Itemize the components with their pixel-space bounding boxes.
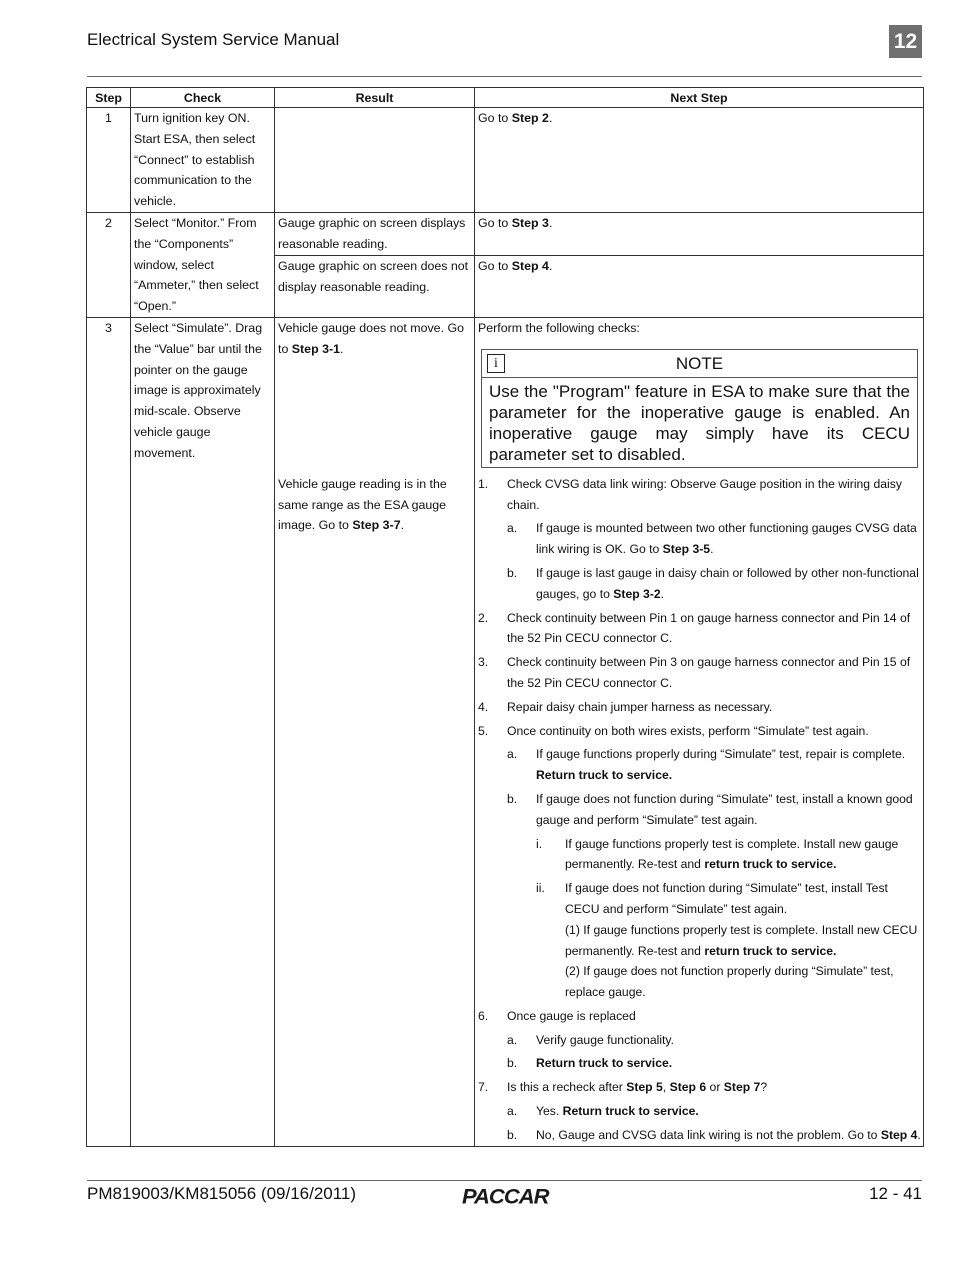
result-cell: Gauge graphic on screen displays reasonable reading.: [275, 212, 475, 255]
step-link: Step 3-1: [291, 341, 340, 356]
checks-list: [478, 474, 921, 1146]
list-item: b. Return truck to service.: [507, 1056, 673, 1071]
step-number: 1: [87, 108, 131, 213]
list-item: a. Yes. Return truck to service.: [507, 1104, 699, 1119]
step-link: Step 3: [511, 215, 549, 230]
result-cell: Gauge graphic on screen does not display reasonable reading.: [275, 255, 475, 317]
result-cell: [275, 108, 475, 213]
list-item: i. If gauge functions properly test is complete. Install new gauge permanently. Re-test and return truck to service.: [536, 836, 899, 872]
info-icon: i: [487, 354, 505, 373]
note-text: Use the "Program" feature in ESA to make sure that the parameter for the inoperative gauge is enabled. An inoperative gauge may simply have its CECU parameter set to disabled.: [489, 381, 910, 464]
table-row: [87, 108, 924, 213]
note-label: NOTE: [675, 353, 724, 373]
list-item: 2. Check continuity between Pin 1 on gauge harness connector and Pin 14 of the 52 Pin CECU connector C.: [478, 610, 911, 646]
next-step-cell: Go to Step 2.: [475, 108, 924, 213]
col-header-check: Check: [131, 88, 275, 108]
table-row: [87, 317, 924, 473]
list-item: b. If gauge does not function during “Simulate” test, install a known good gauge and perform “Simulate” test again. i. If gauge functions properly test is complete. Install new gauge permanently. Re-test and return truck to service. ii. If gauge does not function during “Simulate” test, install Test CECU and perform “Simulate” test again. (1) If gauge functions properly test is complete. Install new CECU permanently. Re-test and return truck to service. (2) If gauge does not function properly during “Simulate” test, replace gauge.: [507, 789, 921, 1003]
next-step-cell: Go to Step 4.: [475, 255, 924, 317]
step-link: Step 4: [511, 258, 549, 273]
checks-intro: Perform the following checks:: [478, 320, 640, 335]
paccar-logo: PACCAR: [462, 1184, 549, 1209]
result-cell: Vehicle gauge does not move. Go to Step 3-1.: [275, 317, 475, 473]
list-item: 6. Once gauge is replaced a. Verify gauge functionality. b. Return truck to service.: [478, 1006, 921, 1074]
list-item: b. If gauge is last gauge in daisy chain or followed by other non-functional gauges, go to Step 3-2.: [507, 565, 919, 601]
list-item: ii. If gauge does not function during “Simulate” test, install Test CECU and perform “Simulate” test again. (1) If gauge functions properly test is complete. Install new CECU permanently. Re-test and return truck to service. (2) If gauge does not function properly during “Simulate” test, replace gauge.: [536, 881, 918, 1000]
diagnostic-procedure-table: [86, 87, 924, 1147]
note-box: [481, 349, 918, 468]
table-header-row: [87, 88, 924, 108]
page-header-title: Electrical System Service Manual: [87, 30, 340, 49]
next-step-cell: [475, 317, 924, 473]
col-header-result: Result: [275, 88, 475, 108]
page-number: 12 - 41: [869, 1184, 922, 1203]
list-item: a. Verify gauge functionality.: [507, 1032, 674, 1047]
footer-divider: [87, 1180, 922, 1181]
step-link: Step 2: [511, 111, 549, 125]
step-number: 2: [87, 212, 131, 317]
chapter-badge: 12: [889, 25, 922, 58]
list-item: a. If gauge functions properly during “Simulate” test, repair is complete. Return truck to service.: [507, 747, 906, 783]
result-cell: Vehicle gauge reading is in the same range as the ESA gauge image. Go to Step 3-7.: [275, 474, 475, 1146]
note-header: [482, 350, 917, 378]
list-item: 7. Is this a recheck after Step 5, Step 6 or Step 7? a. Yes. Return truck to service. b. No, Gauge and CVSG data link wiring is not the problem. Go to Step 4.: [478, 1077, 921, 1145]
step-number: 3: [87, 317, 131, 1146]
list-item: 1. Check CVSG data link wiring: Observe Gauge position in the wiring daisy chain. a. If gauge is mounted between two other functioning gauges CVSG data link wiring is OK. Go to Step 3-5. b. If gauge is last gauge in daisy chain or followed by other non-functional gauges, go to Step 3-2.: [478, 474, 921, 605]
check-cell: Select “Simulate”. Drag the “Value” bar until the pointer on the gauge image is approximately mid-scale. Observe vehicle gauge movement.: [131, 317, 275, 1146]
col-header-step: Step: [87, 88, 131, 108]
next-step-cell: Go to Step 3.: [475, 212, 924, 255]
check-cell: Select “Monitor.” From the “Components” window, select “Ammeter,” then select “Open.”: [131, 212, 275, 317]
document-id: PM819003/KM815056 (09/16/2011): [87, 1184, 357, 1203]
table-row: [87, 212, 924, 255]
step-link: Step 3-7: [352, 518, 401, 533]
check-cell: Turn ignition key ON. Start ESA, then select “Connect” to establish communication to the vehicle.: [131, 108, 275, 213]
header-divider: [87, 76, 922, 77]
list-item: a. If gauge is mounted between two other functioning gauges CVSG data link wiring is OK. Go to Step 3-5.: [507, 521, 917, 557]
list-item: b. No, Gauge and CVSG data link wiring is not the problem. Go to Step 4.: [507, 1127, 921, 1142]
list-item: 5. Once continuity on both wires exists, perform “Simulate” test again. a. If gauge functions properly during “Simulate” test, repair is complete. Return truck to service. b. If gauge does not function during “Simulate” test, install a known good gauge and perform “Simulate” test again. i. If gauge functions properly test is complete. Install new gauge permanently. Re-test and return truck to service. ii. If gauge does not function during “Simulate” test, install Test CECU and perform “Simulate” test again. (1) If gauge functions properly test is complete. Install new CECU permanently. Re-test and return truck to service. (2) If gauge does not function properly during “Simulate” test, replace gauge.: [478, 721, 921, 1003]
next-step-cell: [475, 474, 924, 1146]
list-item: 4. Repair daisy chain jumper harness as necessary.: [478, 699, 773, 714]
col-header-next-step: Next Step: [475, 88, 924, 108]
list-item: 3. Check continuity between Pin 3 on gauge harness connector and Pin 15 of the 52 Pin CECU connector C.: [478, 655, 911, 690]
